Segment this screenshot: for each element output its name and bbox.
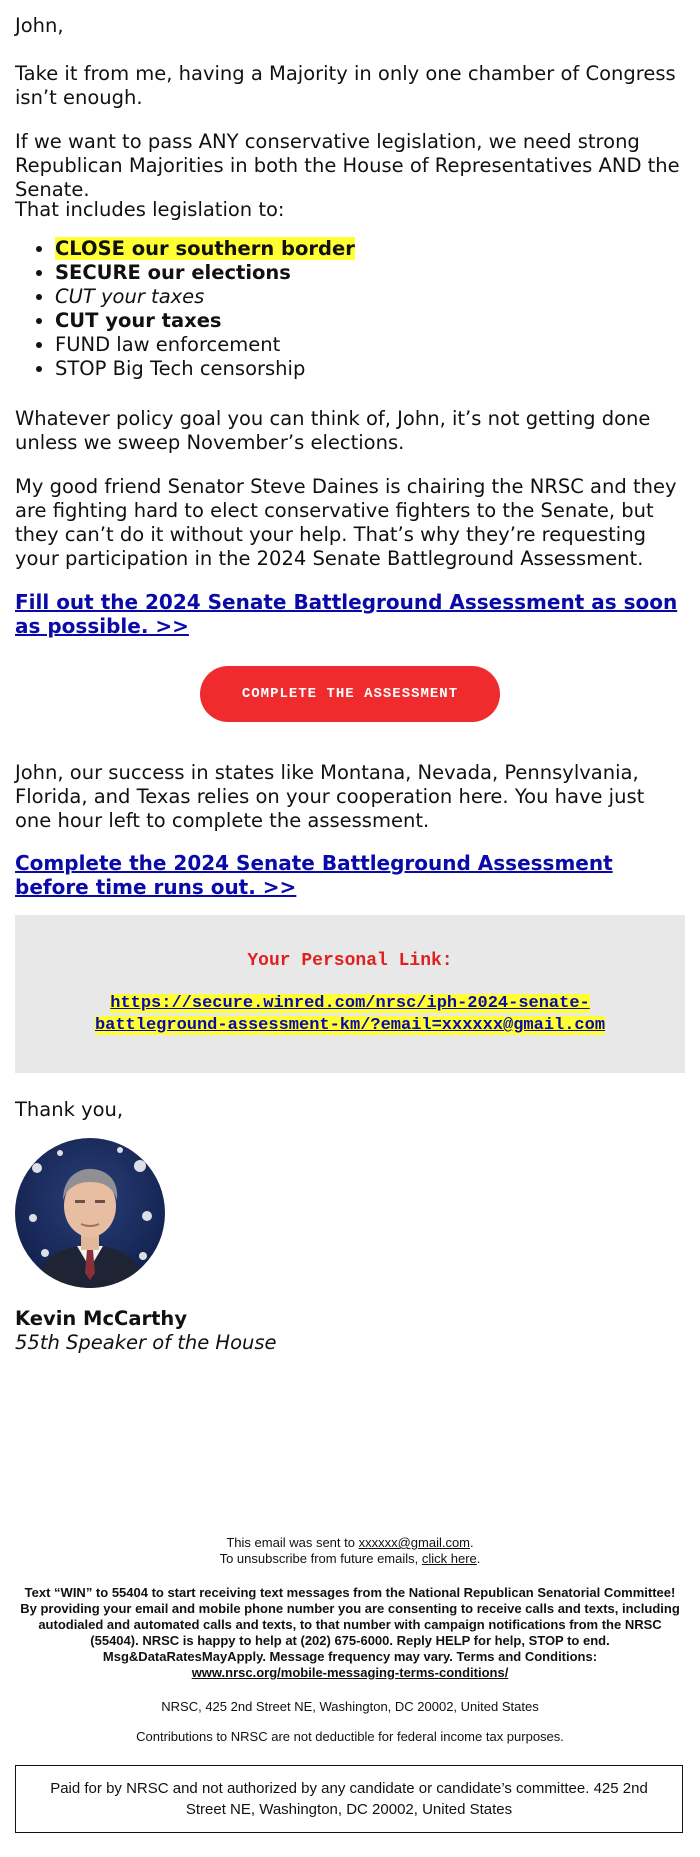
footer-tax-note: Contributions to NRSC are not deductible for federal income tax purposes. [136, 1729, 564, 1744]
unsubscribe-link[interactable]: click here [421, 1551, 477, 1566]
portrait-illustration [15, 1138, 165, 1288]
assessment-link-2[interactable]: Complete the 2024 Senate Battleground Assessment before time runs out. >> [15, 851, 613, 899]
list-item: • STOP Big Tech censorship [55, 357, 700, 381]
closing: Thank you, [15, 1098, 124, 1121]
personal-link-url[interactable]: https://secure.winred.com/nrsc/iph-2024-senate-battleground-assessment-km/?email=xxxxxx@gmail.com [94, 994, 606, 1035]
paragraph-legislation: If we want to pass ANY conservative legislation, we need strong Republican Majorities in both the House of Representatives AND the Senate. [15, 130, 680, 201]
paragraph-majority: Take it from me, having a Majority in only one chamber of Congress isn’t enough. [15, 62, 676, 109]
paragraph-daines: My good friend Senator Steve Daines is chairing the NRSC and they are fighting hard to elect conservative fighters to the Senate, but they can’t do it without your help. That’s why they’re requesting your participation in the 2024 Senate Battleground Assessment. [15, 475, 677, 570]
list-item: • FUND law enforcement [55, 333, 700, 357]
signer-name: Kevin McCarthy [15, 1307, 188, 1330]
terms-conditions-link[interactable]: www.nrsc.org/mobile-messaging-terms-conditions/ [191, 1665, 509, 1680]
list-item: • CUT your taxes [55, 285, 700, 309]
signer-title: 55th Speaker of the House [15, 1331, 277, 1354]
footer-address: NRSC, 425 2nd Street NE, Washington, DC 20002, United States [161, 1699, 539, 1714]
list-item: • CUT your taxes [55, 309, 700, 333]
assessment-link-1[interactable]: Fill out the 2024 Senate Battleground Assessment as soon as possible. >> [15, 590, 678, 638]
sms-legal-text: Text “WIN” to 55404 to start receiving text messages from the National Republican Senatorial Committee! By providing your email and mobile phone number you are consenting to receive calls and texts, including autodialed and automated calls and texts, to that number with campaign notifications from the NRSC (55404). NRSC is happy to help at (202) 675-6000. Reply HELP for help, STOP to end. Msg&DataRatesMayApply. Message frequency may vary. Terms and Conditions: www.nrsc.org/mobile-messaging-terms-conditions/ [20, 1585, 680, 1680]
footer-sent-to: This email was sent to xxxxxx@gmail.com. To unsubscribe from future emails, click here. [219, 1535, 481, 1566]
personal-link-title: Your Personal Link: [247, 951, 453, 971]
list-item: • SECURE our elections [55, 261, 700, 285]
paragraph-includes: That includes legislation to: [15, 198, 285, 221]
paid-for-disclaimer: Paid for by NRSC and not authorized by any candidate or candidate’s committee. 425 2nd Street NE, Washington, DC 20002, United States [15, 1765, 683, 1833]
legislation-list [15, 237, 700, 381]
recipient-email-link[interactable]: xxxxxx@gmail.com [358, 1535, 471, 1550]
paragraph-policy-goal: Whatever policy goal you can think of, John, it’s not getting done unless we sweep November’s elections. [15, 407, 651, 454]
personal-link-box [15, 915, 685, 1073]
list-item: • CLOSE our southern border [55, 237, 700, 261]
avatar [15, 1138, 165, 1288]
greeting: John, [15, 14, 64, 37]
complete-assessment-button[interactable]: COMPLETE THE ASSESSMENT [200, 666, 500, 722]
paragraph-states: John, our success in states like Montana, Nevada, Pennsylvania, Florida, and Texas relies on your cooperation here. You have just one hour left to complete the assessment. [15, 761, 645, 832]
